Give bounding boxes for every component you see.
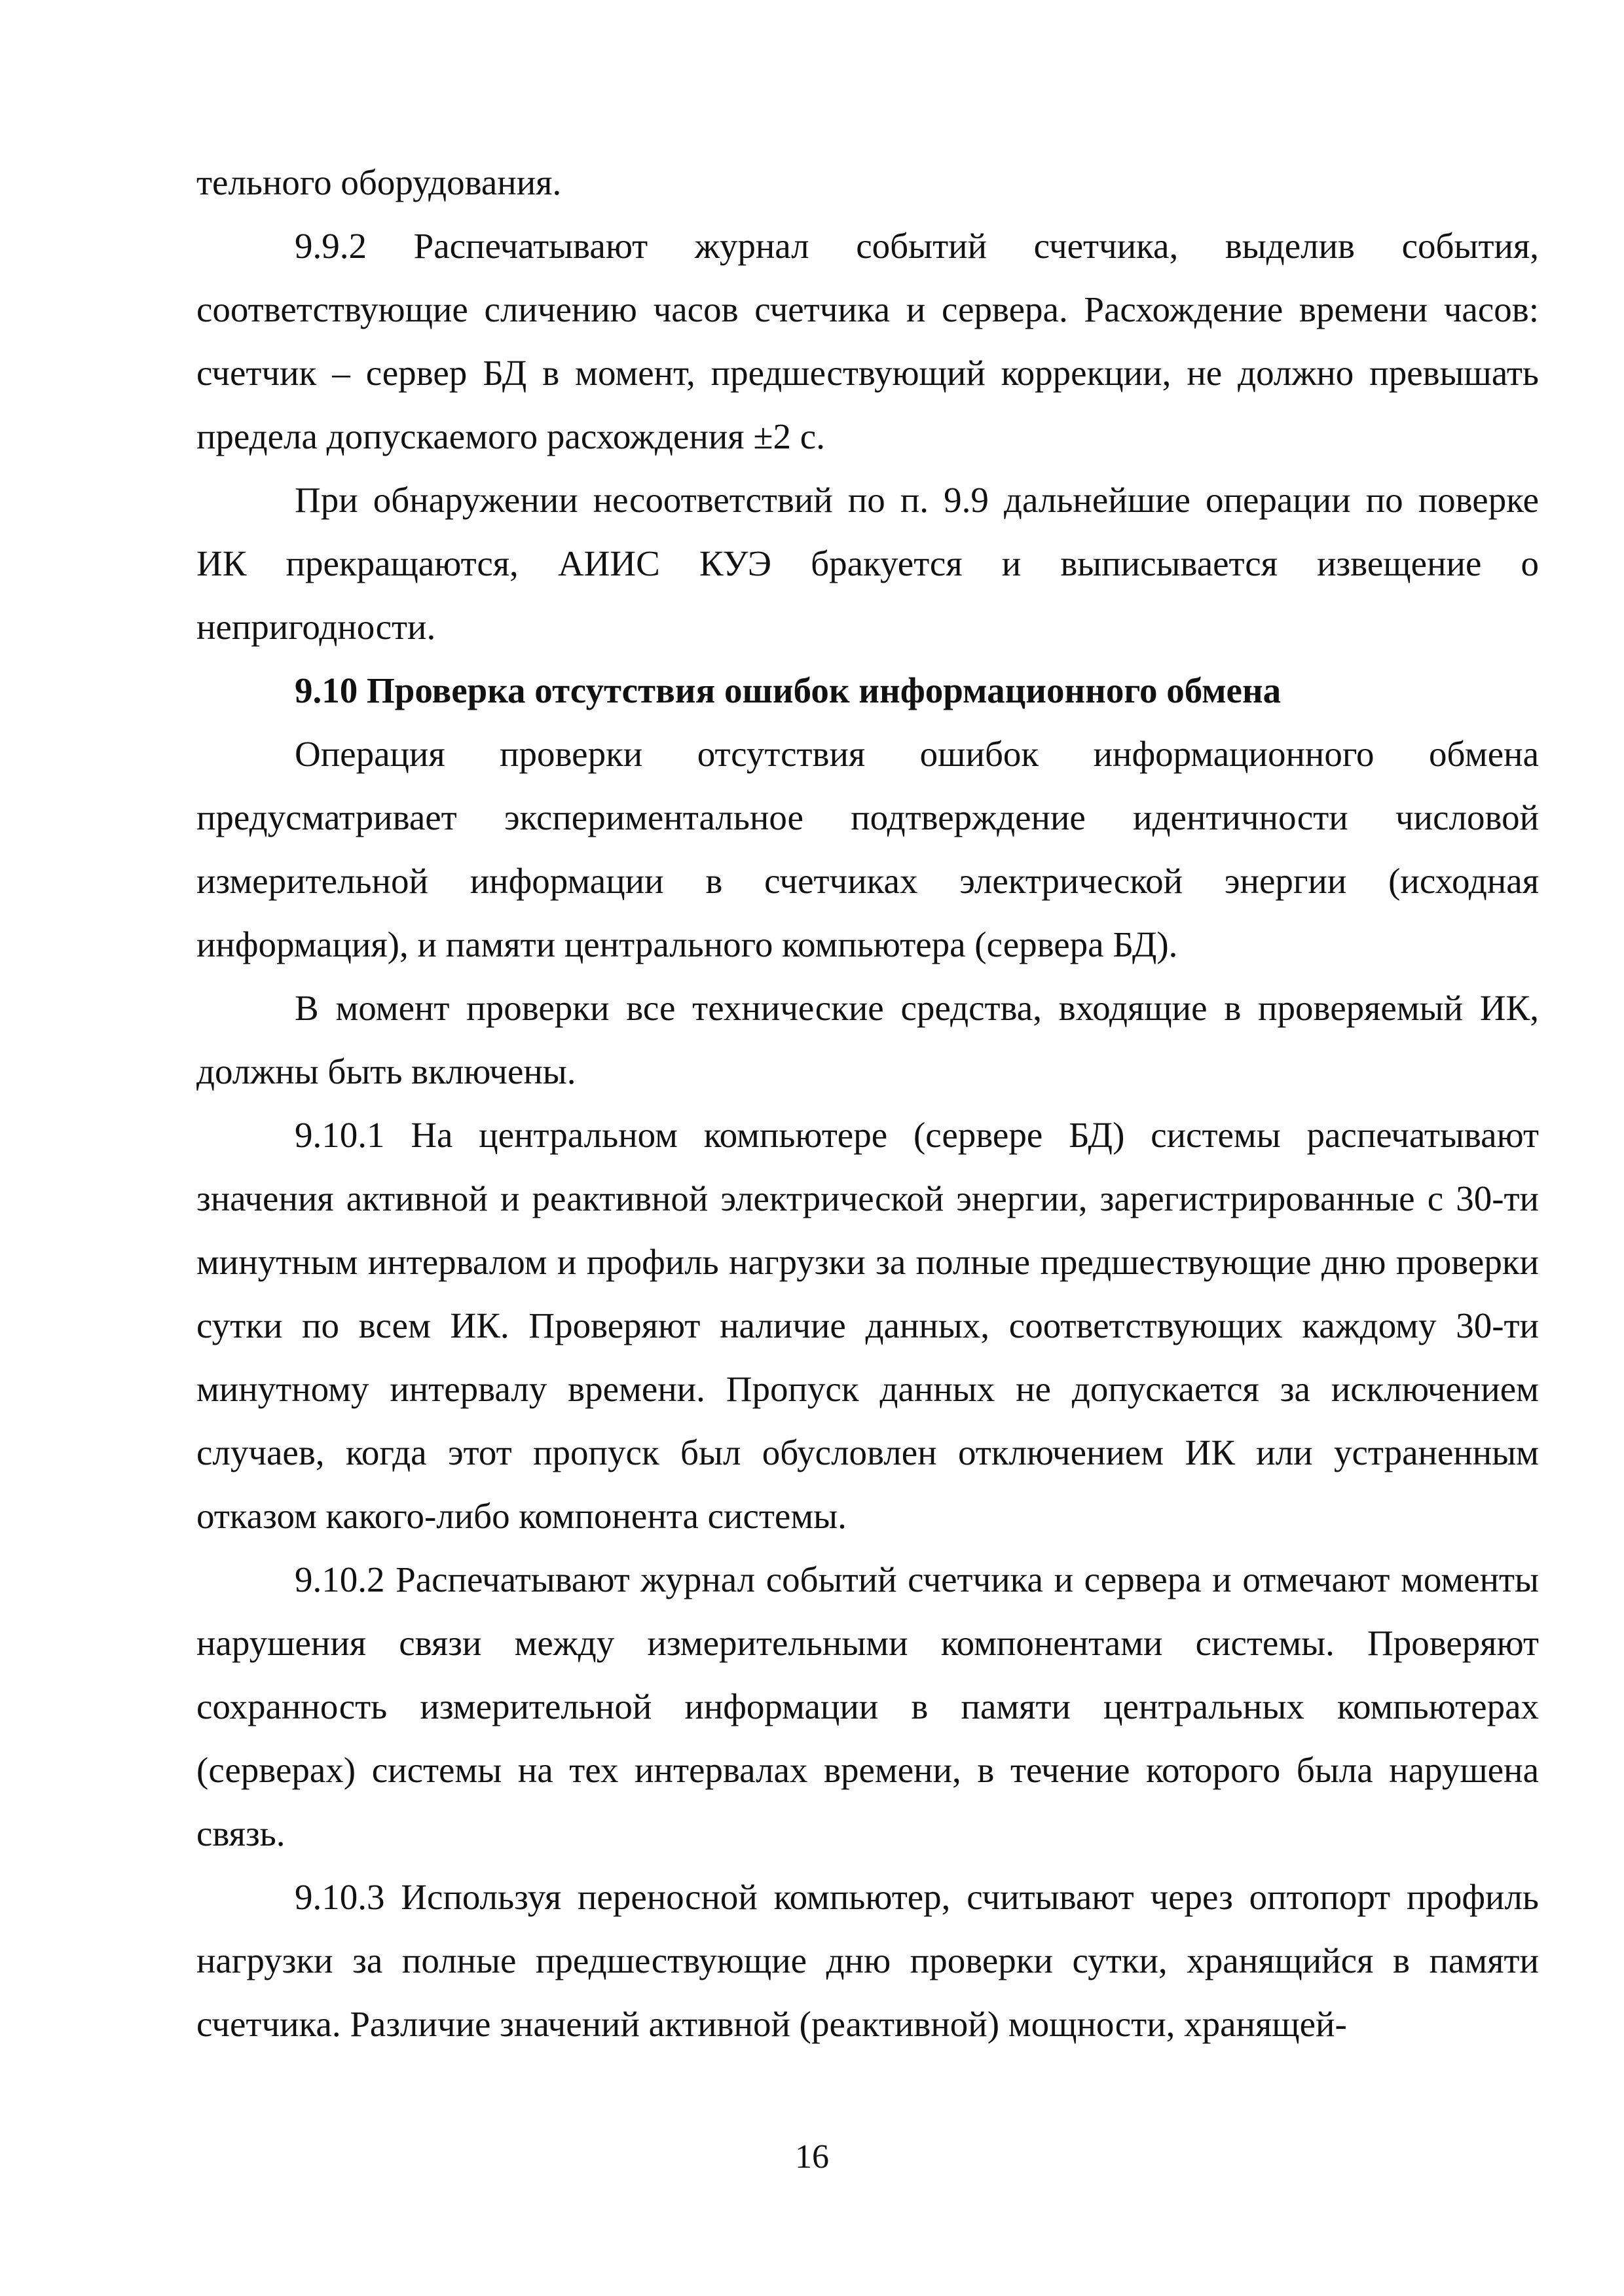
paragraph-continuation: тельного оборудования. bbox=[196, 162, 562, 202]
paragraph-9-10-1: 9.10.1 На центральном компьютере (сервере БД) системы распечатывают значения активной и реактивной электрической энергии, зарегистрированные с 30-ти минутным интервалом и профиль нагрузки за полные предшествующие дню проверки сутки по всем ИК. Проверяют наличие данных, соответствующих каждому 30-ти минутному интервалу времени. Пропуск данных не допускается за исключением случаев, когда этот пропуск был обусловлен отключением ИК или устраненным отказом какого-либо компонента системы. bbox=[196, 1115, 1539, 1536]
paragraph-operation-description: Операция проверки отсутствия ошибок информационного обмена предусматривает экспериментальное подтверждение идентичности числовой измерительной информации в счетчиках электрической энергии (исходная информация), и памяти центрального компьютера (сервера БД). bbox=[196, 734, 1539, 964]
page-number: 16 bbox=[795, 2138, 829, 2176]
paragraph-9-9-2: 9.9.2 Распечатывают журнал событий счетчика, выделив события, соответствующие сличению часов счетчика и сервера. Расхождение времени часов: счетчик – сервер БД в момент, предшествующий коррекции, не должно превышать предела допускаемого расхождения ±2 с. bbox=[196, 226, 1539, 456]
paragraph-equipment-on: В момент проверки все технические средства, входящие в проверяемый ИК, должны быть включены. bbox=[196, 988, 1539, 1091]
paragraph-nonconformity: При обнаружении несоответствий по п. 9.9 дальнейшие операции по поверке ИК прекращаются, АИИС КУЭ бракуется и выписывается извещение о непригодности. bbox=[196, 480, 1539, 647]
document-body bbox=[196, 151, 1539, 2056]
paragraph-9-10-3: 9.10.3 Используя переносной компьютер, считывают через оптопорт профиль нагрузки за полные предшествующие дню проверки сутки, хранящийся в памяти счетчика. Различие значений активной (реактивной) мощности, хранящей- bbox=[196, 1877, 1539, 2044]
paragraph-9-10-2: 9.10.2 Распечатывают журнал событий счетчика и сервера и отмечают моменты нарушения связи между измерительными компонентами системы. Проверяют сохранность измерительной информации в памяти центральных компьютерах (серверах) системы на тех интервалах времени, в течение которого была нарушена связь. bbox=[196, 1559, 1539, 1853]
section-heading-9-10: 9.10 Проверка отсутствия ошибок информационного обмена bbox=[295, 670, 1282, 710]
